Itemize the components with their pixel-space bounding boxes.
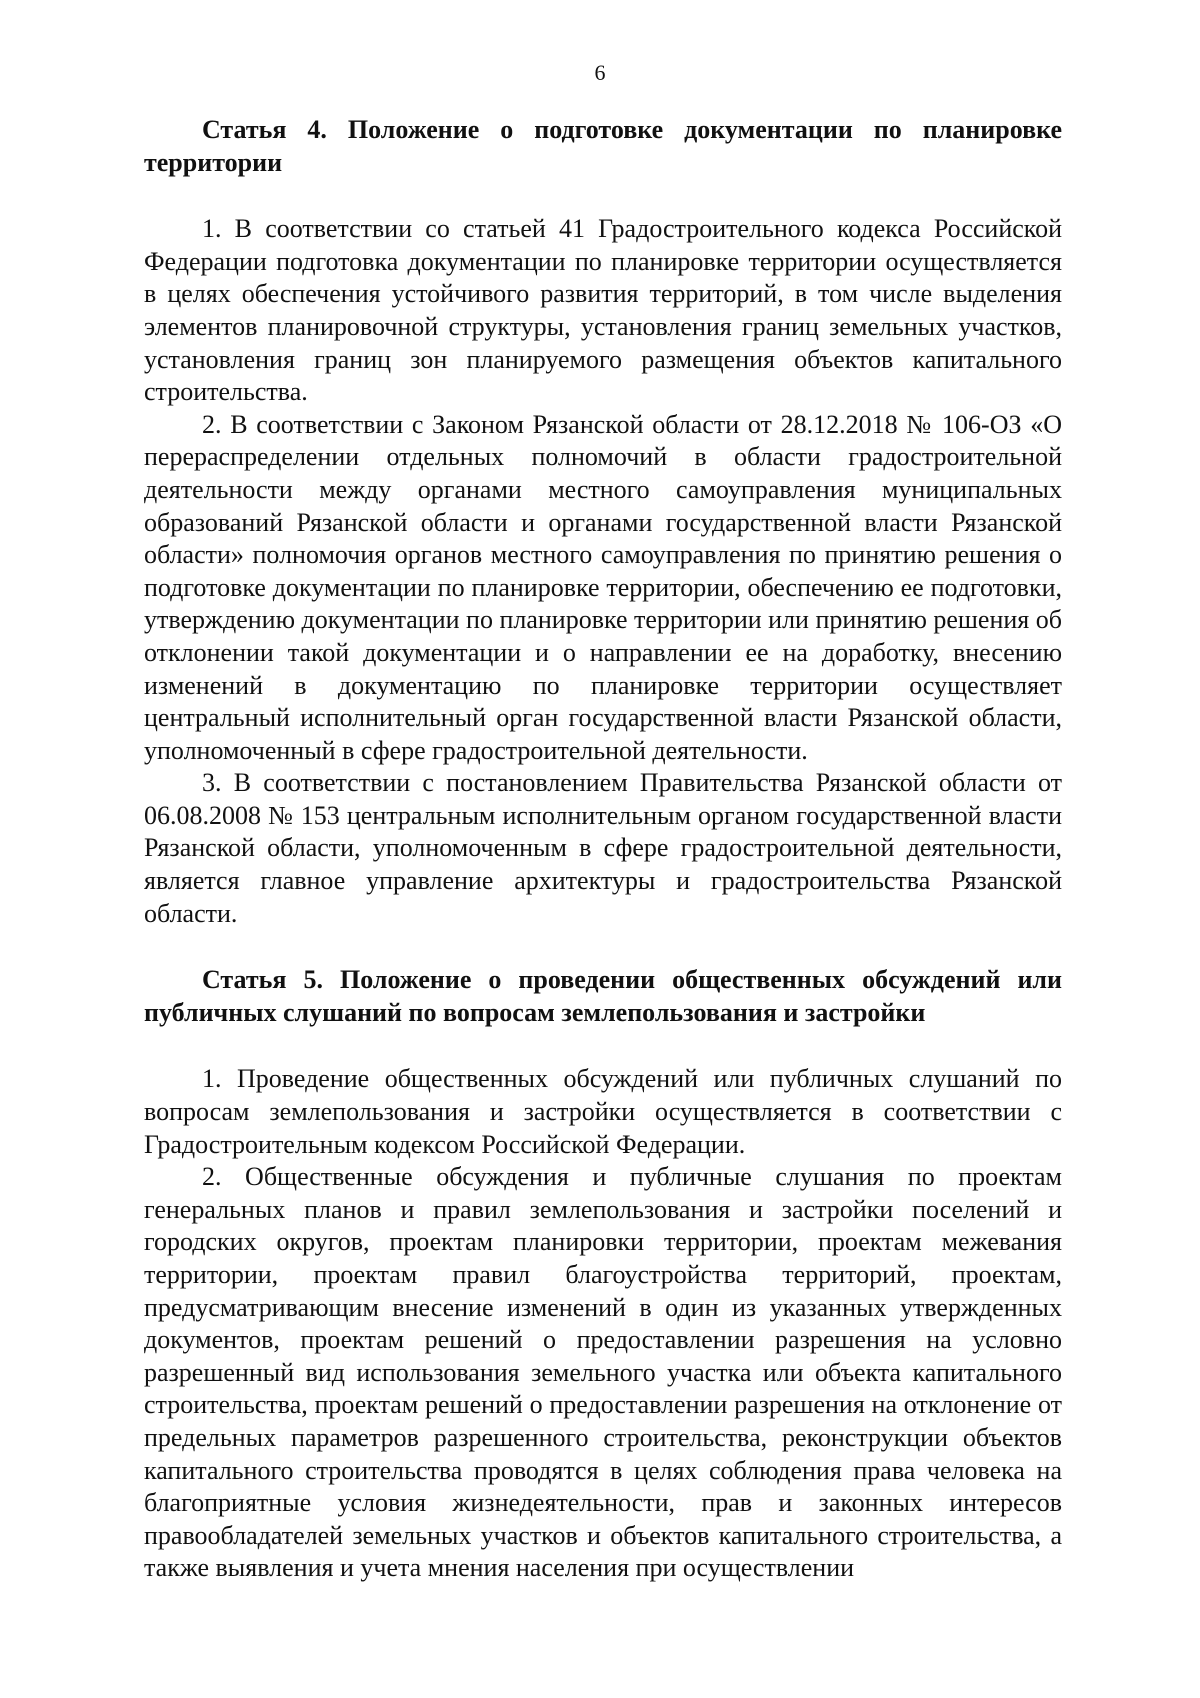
- article-4-paragraph-3: 3. В соответствии с постановлением Правительства Рязанской области от 06.08.2008 № 153 центральным исполнительным органом государственной власти Рязанской области, уполномоченным в сфере градостроительной деятельности, является главное управление архитектуры и градостроительства Рязанской области.: [144, 768, 1062, 928]
- article-5: [144, 964, 1062, 1585]
- spacer: [144, 930, 1062, 964]
- document-body: [144, 114, 1062, 1585]
- article-4-paragraph-1: 1. В соответствии со статьей 41 Градостроительного кодекса Российской Федерации подготовка документации по планировке территории осуществляется в целях обеспечения устойчивого развития территорий, в том числе выделения элементов планировочной структуры, установления границ земельных участков, установления границ зон планируемого размещения объектов капитального строительства.: [144, 214, 1062, 407]
- article-4-heading: Статья 4. Положение о подготовке документации по планировке территории: [144, 115, 1062, 177]
- spacer: [144, 179, 1062, 213]
- article-4-paragraph-2: 2. В соответствии с Законом Рязанской области от 28.12.2018 № 106-ОЗ «О перераспределении отдельных полномочий в области градостроительной деятельности между органами местного самоуправления муниципальных образований Рязанской области и органами государственной власти Рязанской области» полномочия органов местного самоуправления по принятию решения о подготовке документации по планировке территории, обеспечению ее подготовки, утверждению документации по планировке территории или принятию решения об отклонении такой документации и о направлении ее на доработку, внесению изменений в документацию по планировке территории осуществляет центральный исполнительный орган государственной власти Рязанской области, уполномоченный в сфере градостроительной деятельности.: [144, 409, 1062, 765]
- spacer: [144, 1029, 1062, 1063]
- article-5-heading: Статья 5. Положение о проведении общественных обсуждений или публичных слушаний по вопросам землепользования и застройки: [144, 965, 1062, 1027]
- article-4: [144, 114, 1062, 930]
- article-5-paragraph-2: 2. Общественные обсуждения и публичные слушания по проектам генеральных планов и правил землепользования и застройки поселений и городских округов, проектам планировки территории, проектам межевания территории, проектам правил благоустройства территорий, проектам, предусматривающим внесение изменений в один из указанных утвержденных документов, проектам решений о предоставлении разрешения на условно разрешенный вид использования земельного участка или объекта капитального строительства, проектам решений о предоставлении разрешения на отклонение от предельных параметров разрешенного строительства, реконструкции объектов капитального строительства проводятся в целях соблюдения права человека на благоприятные условия жизнедеятельности, прав и законных интересов правообладателей земельных участков и объектов капитального строительства, а также выявления и учета мнения населения при осуществлении: [144, 1162, 1062, 1583]
- page-number: 6: [594, 60, 606, 85]
- article-5-paragraph-1: 1. Проведение общественных обсуждений или публичных слушаний по вопросам землепользования и застройки осуществляется в соответствии с Градостроительным кодексом Российской Федерации.: [144, 1064, 1062, 1159]
